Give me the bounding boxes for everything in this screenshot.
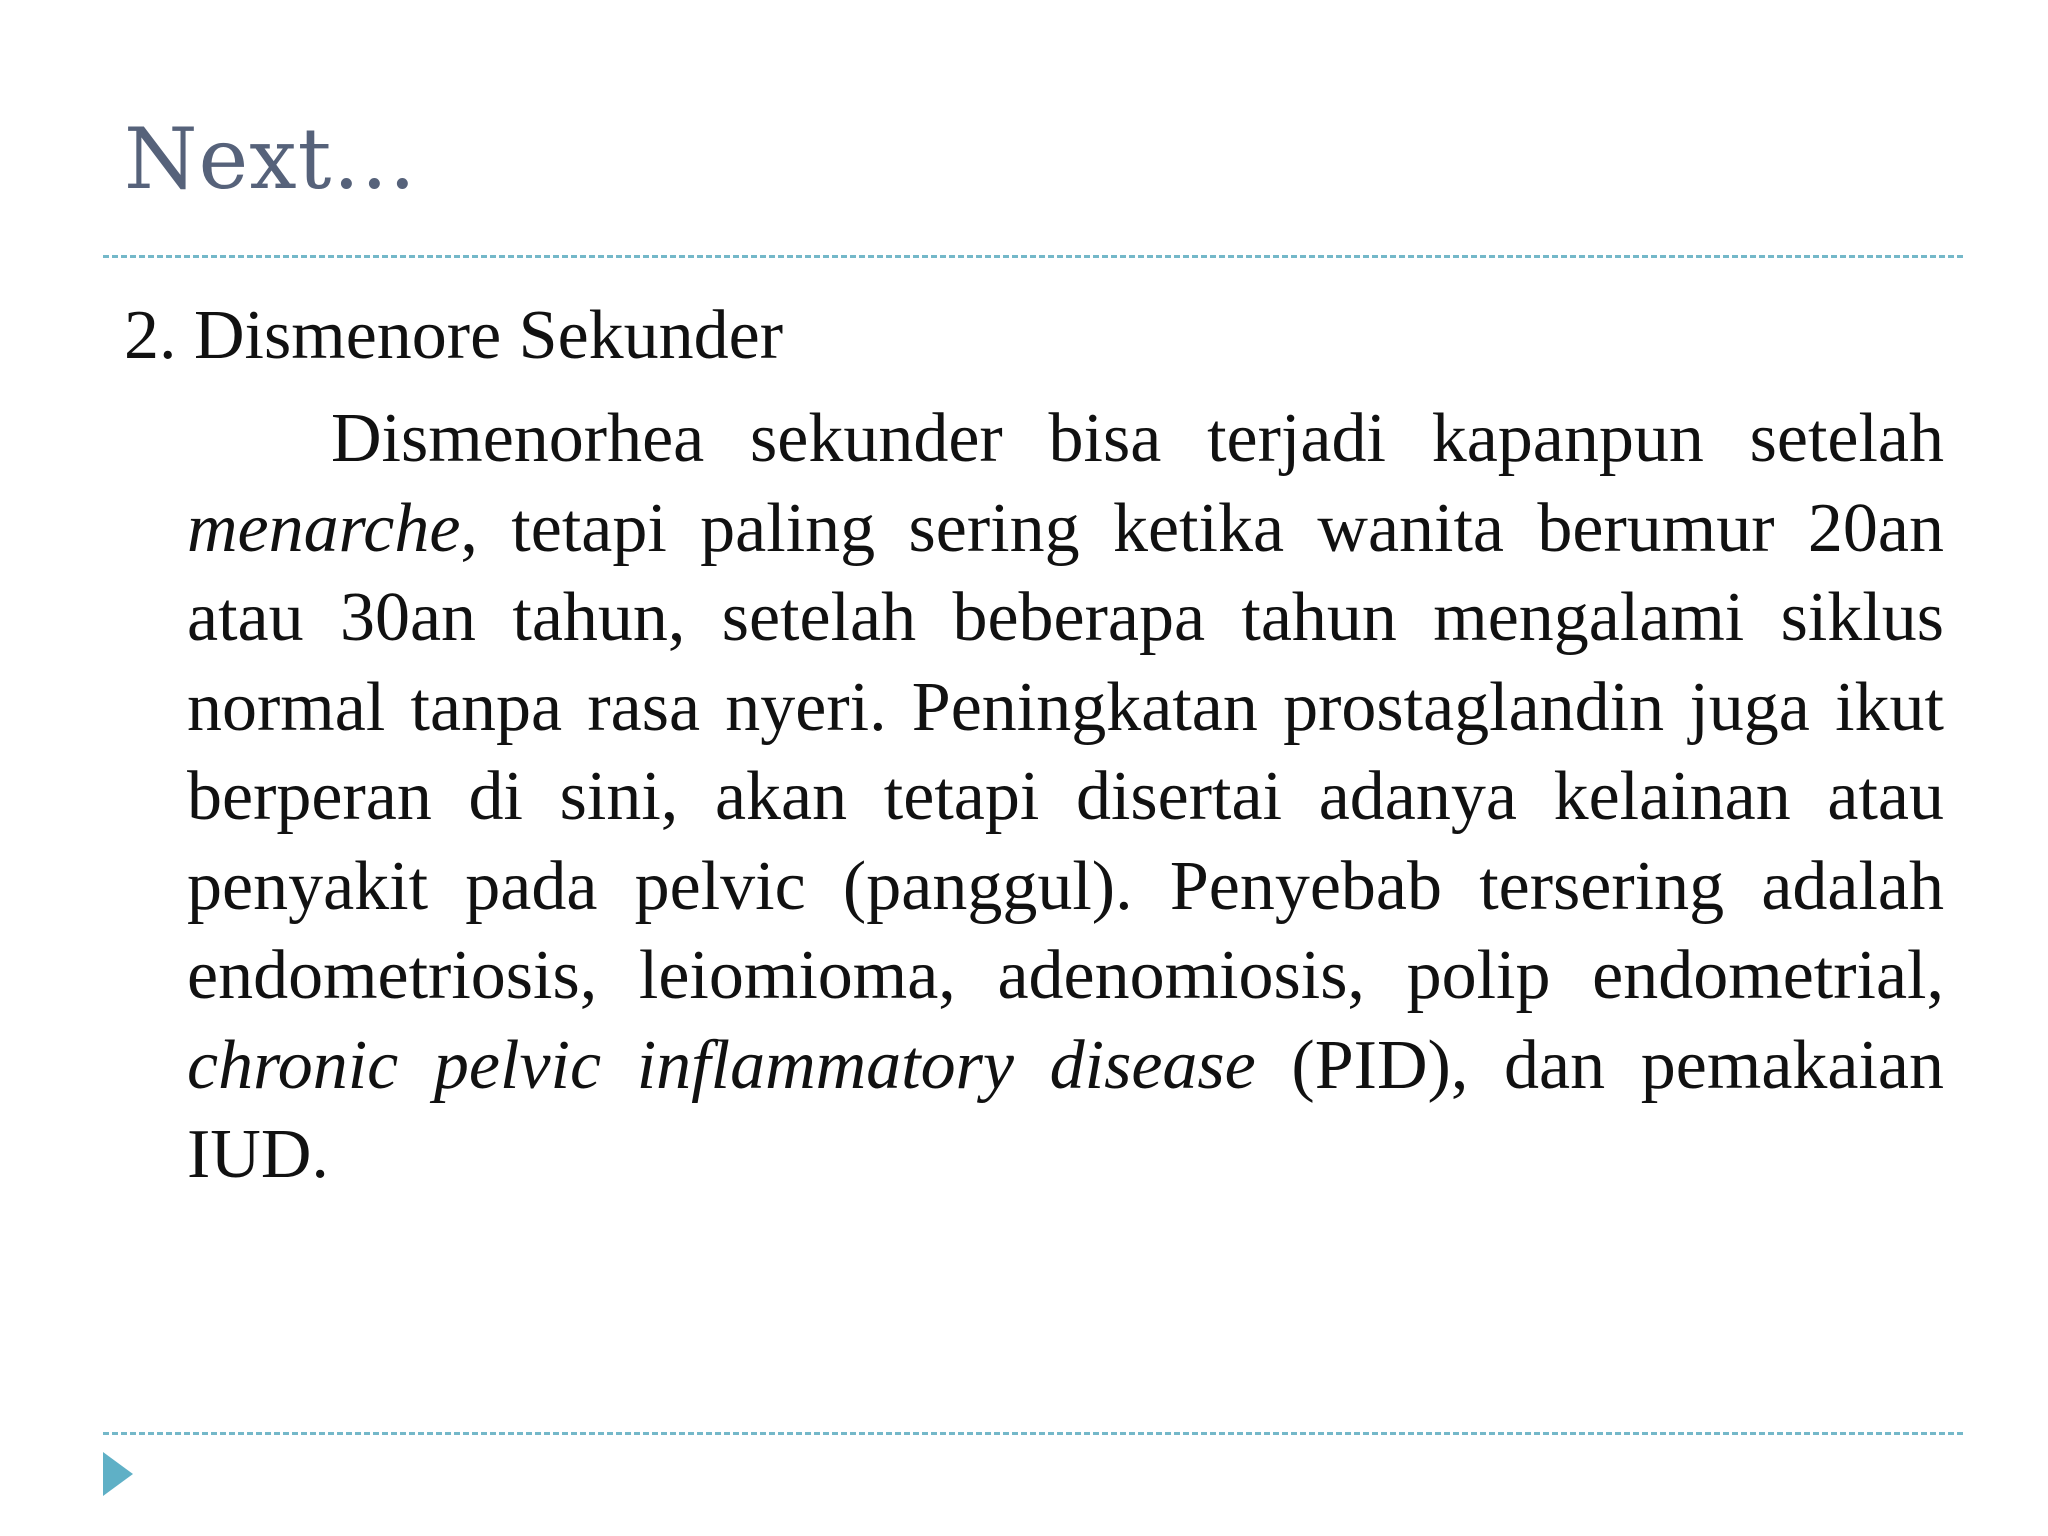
paragraph-italic-term-2: chronic pelvic inflammatory disease bbox=[187, 1026, 1256, 1104]
body-paragraph bbox=[187, 394, 1944, 1200]
section-heading: 2. Dismenore Sekunder bbox=[124, 297, 784, 374]
slide-title: Next… bbox=[124, 110, 418, 208]
top-divider bbox=[103, 255, 1963, 258]
paragraph-italic-term-1: menarche bbox=[187, 489, 461, 567]
paragraph-text-2: , tetapi paling sering ketika wanita berumur 20an atau 30an tahun, setelah beberapa tahun mengalami siklus normal tanpa rasa nyeri. Peningkatan prostaglandin juga ikut berperan di sini, akan tetapi disertai adanya kelainan atau penyakit pada pelvic (panggul). Penyebab tersering adalah endometriosis, leiomioma, adenomiosis, polip endometrial, bbox=[187, 489, 1944, 1014]
bottom-divider bbox=[103, 1432, 1963, 1435]
paragraph-text-3: (PID), dan pemakaian IUD. bbox=[187, 1026, 1944, 1193]
play-triangle-icon[interactable] bbox=[103, 1452, 133, 1496]
paragraph-text-1: Dismenorhea sekunder bisa terjadi kapanpun setelah bbox=[331, 400, 1944, 477]
